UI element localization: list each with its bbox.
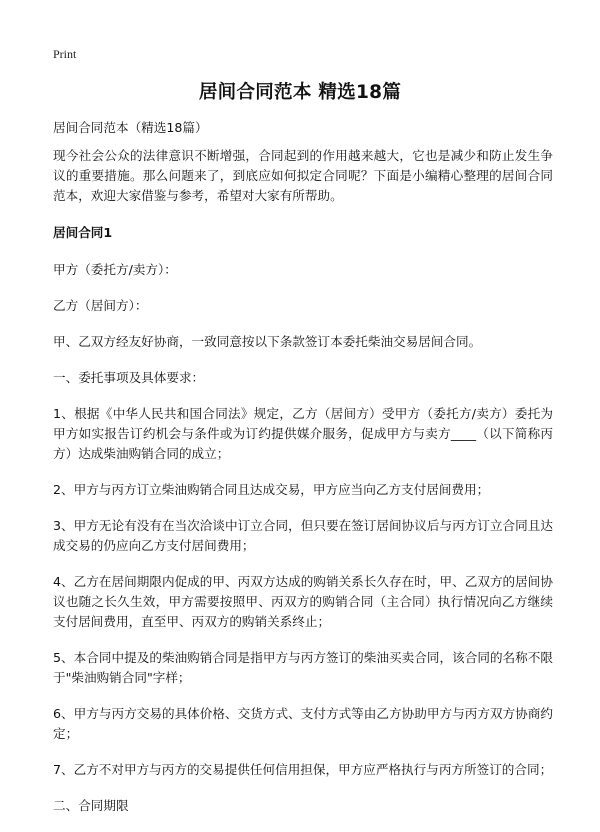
clause-3: 3、甲方无论有没有在当次洽谈中订立合同，但只要在签订居间协议后与丙方订立合同且达成交易的仍应向乙方支付居间费用； xyxy=(53,518,553,553)
party-b-line: 乙方（居间方）： xyxy=(53,298,148,313)
intro-paragraph: 现今社会公众的法律意识不断增强，合同起到的作用越来越大，它也是减少和防止发生争议的重要措施。那么问题来了，到底应如何拟定合同呢？下面是小编精心整理的居间合同范本，欢迎大家借鉴与参考，希望对大家有所帮助。 xyxy=(53,148,553,203)
section-heading: 居间合同1 xyxy=(53,225,113,240)
section-heading-entrust: 一、委托事项及具体要求： xyxy=(53,370,205,385)
clause-2: 2、甲方与丙方订立柴油购销合同且达成交易，甲方应当向乙方支付居间费用； xyxy=(53,482,490,497)
clause-6: 6、甲方与丙方交易的具体价格、交货方式、支付方式等由乙方协助甲方与丙方双方协商约定； xyxy=(53,706,553,741)
clause-4: 4、乙方在居间期限内促成的甲、丙双方达成的购销关系长久存在时，甲、乙双方的居间协议也随之长久生效，甲方需要按照甲、丙双方的购销合同（主合同）执行情况向乙方继续支付居间费用，直至甲、丙双方的购销关系终止； xyxy=(53,574,553,629)
document-subtitle: 居间合同范本（精选18篇） xyxy=(53,120,208,135)
print-link[interactable]: Print xyxy=(53,47,77,61)
clause-1: 1、根据《中华人民共和国合同法》规定，乙方（居间方）受甲方（委托方/卖方）委托为甲方如实报告订约机会与条件或为订约提供媒介服务，促成甲方与卖方____（以下简称丙方）达成柴油购销合同的成立； xyxy=(53,406,553,461)
document-title: 居间合同范本 精选18篇 xyxy=(198,82,402,103)
agreement-paragraph: 甲、乙双方经友好协商，一致同意按以下条款签订本委托柴油交易居间合同。 xyxy=(53,334,482,349)
clause-7: 7、乙方不对甲方与丙方的交易提供任何信用担保，甲方应严格执行与丙方所签订的合同； xyxy=(53,762,553,777)
document-body xyxy=(53,118,553,832)
clause-5: 5、本合同中提及的柴油购销合同是指甲方与丙方签订的柴油买卖合同，该合同的名称不限于"柴油购销合同"字样； xyxy=(53,650,553,685)
party-a-line: 甲方（委托方/卖方）： xyxy=(53,262,177,277)
section-heading-term: 二、合同期限 xyxy=(53,798,129,813)
